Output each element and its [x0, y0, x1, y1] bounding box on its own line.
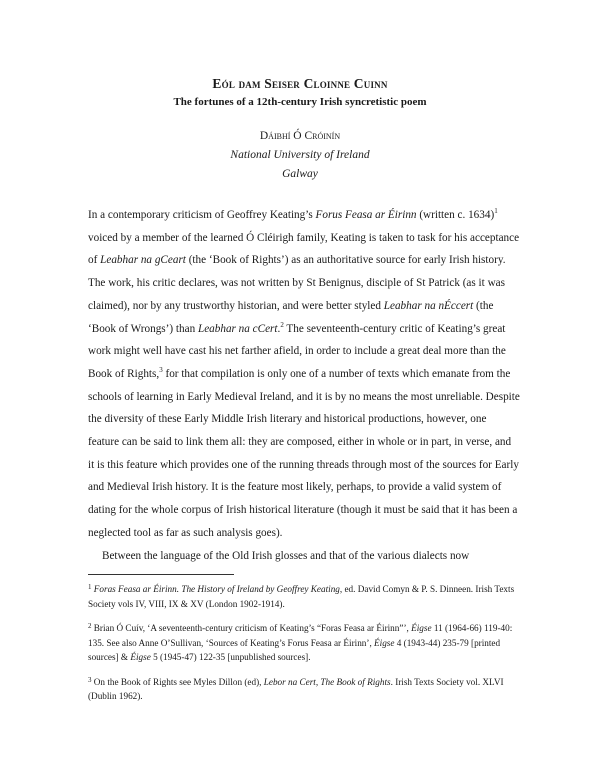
footnote-ref-3[interactable]: 3 — [159, 365, 163, 374]
text-run: In a contemporary criticism of Geoffrey Keating’s — [88, 209, 316, 221]
footnote-ref-2[interactable]: 2 — [280, 320, 284, 329]
paragraph-1 — [88, 204, 520, 545]
footnote-ref-1[interactable]: 1 — [494, 207, 498, 215]
text-run: On the Book of Rights see Myles Dillon (ed), — [93, 676, 264, 687]
text-run: 4 (1943-44) 235-79 [printed sources] & — [88, 637, 501, 662]
text-run: . Irish Texts Society vol. XLVI (Dublin 1962). — [88, 676, 504, 701]
text-run: , ed. David Comyn & P. S. Dinneen. Irish Texts Society vols IV, VIII, IX & XV (London 1902-1914). — [88, 584, 515, 609]
text-run: . — [277, 322, 281, 335]
footnote-divider — [88, 574, 234, 575]
footnote-number: 3 — [88, 675, 92, 684]
title-leabhar-na-neccert: Leabhar na nÉccert — [383, 299, 474, 312]
text-run: (written c. 1634) — [416, 209, 495, 221]
text-run: (the ‘Book of Rights’) as an authoritative source for early Irish history. The work, his critic declares, was not written by St Benignus, disciple of St Patrick (as it was claimed), nor by any trustworthy historian, and were better styled — [88, 254, 506, 312]
paper-title: Eól dam Seiser Cloinne Cuinn — [212, 76, 388, 91]
footnote-1 — [88, 582, 520, 611]
text-run: Brian Ó Cuív, ‘A seventeenth-century criticism of Keating’s “Foras Feasa ar Éirinn”’, — [93, 623, 412, 633]
text-run: (the ‘Book of Wrongs’) than — [88, 299, 494, 335]
footnote-3 — [88, 675, 520, 704]
journal-eigse: Éigse — [411, 623, 432, 633]
journal-eigse: Éigse — [130, 652, 151, 662]
text-run: 11 (1964-66) 119-40: 135. See also Anne O’Sullivan, ‘Sources of Keating’s Forus Feasa ar Éirinn’, — [88, 623, 513, 648]
footnotes — [88, 582, 520, 714]
paper-subtitle: The fortunes of a 12th-century Irish syncretistic poem — [173, 96, 427, 108]
title-leabhar-na-ccert: Leabhar na cCert — [197, 322, 278, 335]
affiliation-city: Galway — [282, 168, 318, 180]
journal-eigse: Éigse — [374, 637, 395, 648]
text-run: voiced by a member of the learned Ó Cléirigh family, Keating is taken to task for his acceptance of — [88, 231, 520, 267]
footnote-number: 2 — [88, 622, 92, 630]
title-lebor-na-cert: Lebor na Cert, The Book of Rights — [263, 676, 391, 687]
footnote-number: 1 — [88, 583, 92, 591]
body-text — [88, 204, 520, 567]
text-run: The seventeenth-century critic of Keating’s great work might well have cast his net farther afield, in order to include a great deal more than the Book of Rights, — [88, 322, 506, 380]
paragraph-2: Between the language of the Old Irish glosses and that of the various dialects now — [102, 549, 470, 562]
title-forus-feasa: Forus Feasa ar Éirinn — [315, 209, 417, 221]
text-run: 5 (1945-47) 122-35 [unpublished sources]. — [150, 652, 311, 662]
title-leabhar-na-gceart: Leabhar na gCeart — [100, 254, 186, 267]
text-run: for that compilation is only one of a number of texts which emanate from the schools of learning in Early Medieval Ireland, and it is by no means the most unreliable. Despite the diversity of these Early Middle Irish literary and historical productions, however, one feature can be said to link them all: they are composed, either in whole or in part, in verse, and it is this feature which provides one of the running threads through most of the sources for Early and Medieval Irish history. It is the feature most likely, perhaps, to provide a valid system of dating for the whole corpus of Irish historical literature (though it must be said that it has been a neglected tool as far as such analysis goes). — [88, 367, 520, 539]
author-name: Dáibhí Ó Cróinín — [259, 130, 341, 142]
affiliation-university: National University of Ireland — [230, 149, 370, 161]
text-run: Foras Feasa ar Éirinn. The History of Ireland by Geoffrey Keating — [93, 584, 340, 594]
footnote-2 — [88, 621, 520, 665]
